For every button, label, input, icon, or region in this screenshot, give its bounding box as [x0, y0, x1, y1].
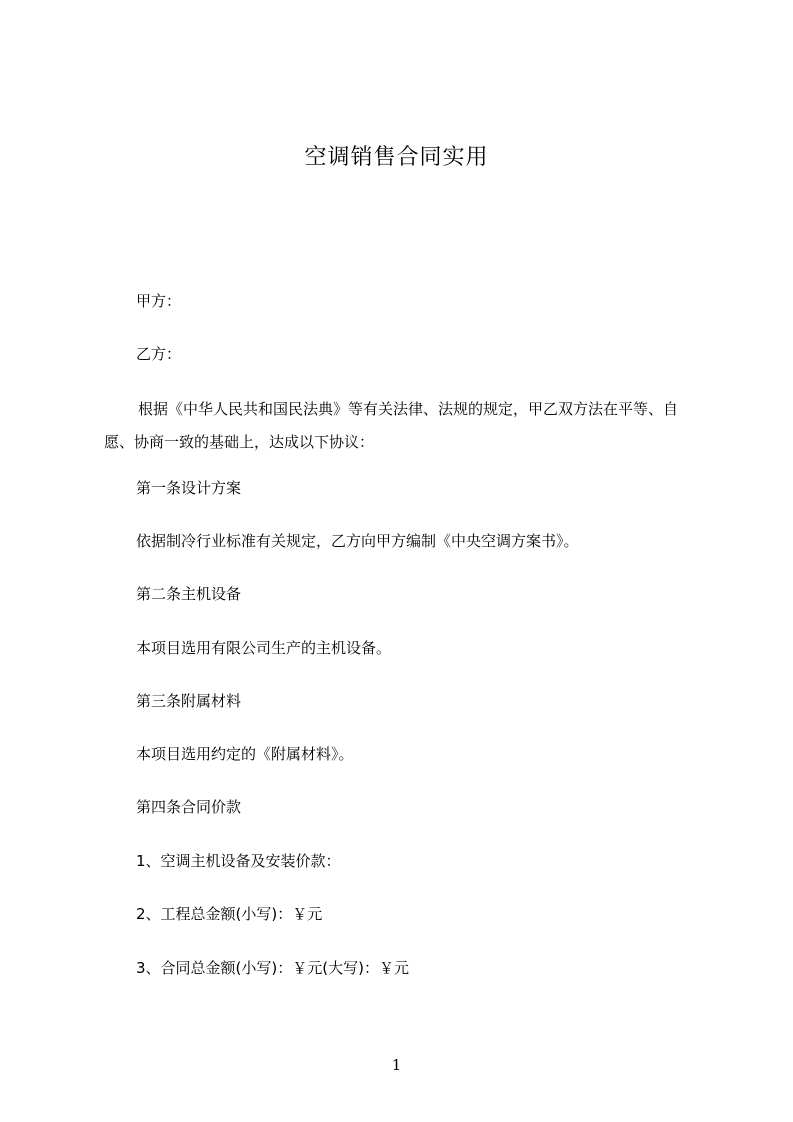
article3-heading: 第三条附属材料 [136, 692, 242, 710]
party-b-label: 乙方： [136, 345, 182, 363]
article3-body: 本项目选用约定的《附属材料》。 [136, 745, 354, 763]
intro-paragraph: 根据《中华人民共和国民法典》等有关法律、法规的规定，甲乙双方法在平等、自愿、协商一致的基础上，达成以下协议： [104, 400, 679, 451]
article1-body: 依据制冷行业标准有关规定，乙方向甲方编制《中央空调方案书》。 [136, 532, 579, 550]
article4-item-3: 3、合同总金额(小写)：￥元(大写)：￥元 [136, 959, 409, 977]
article2-body: 本项目选用有限公司生产的主机设备。 [136, 639, 392, 657]
page-number: 1 [391, 1056, 402, 1074]
article2-heading: 第二条主机设备 [136, 585, 242, 603]
article4-item-2: 2、工程总金额(小写)：￥元 [136, 905, 323, 923]
document-title: 空调销售合同实用 [304, 145, 489, 170]
article1-heading: 第一条设计方案 [136, 479, 242, 497]
article4-heading: 第四条合同价款 [136, 798, 242, 816]
article4-item-1: 1、空调主机设备及安装价款： [136, 852, 341, 870]
party-a-label: 甲方： [136, 292, 182, 310]
